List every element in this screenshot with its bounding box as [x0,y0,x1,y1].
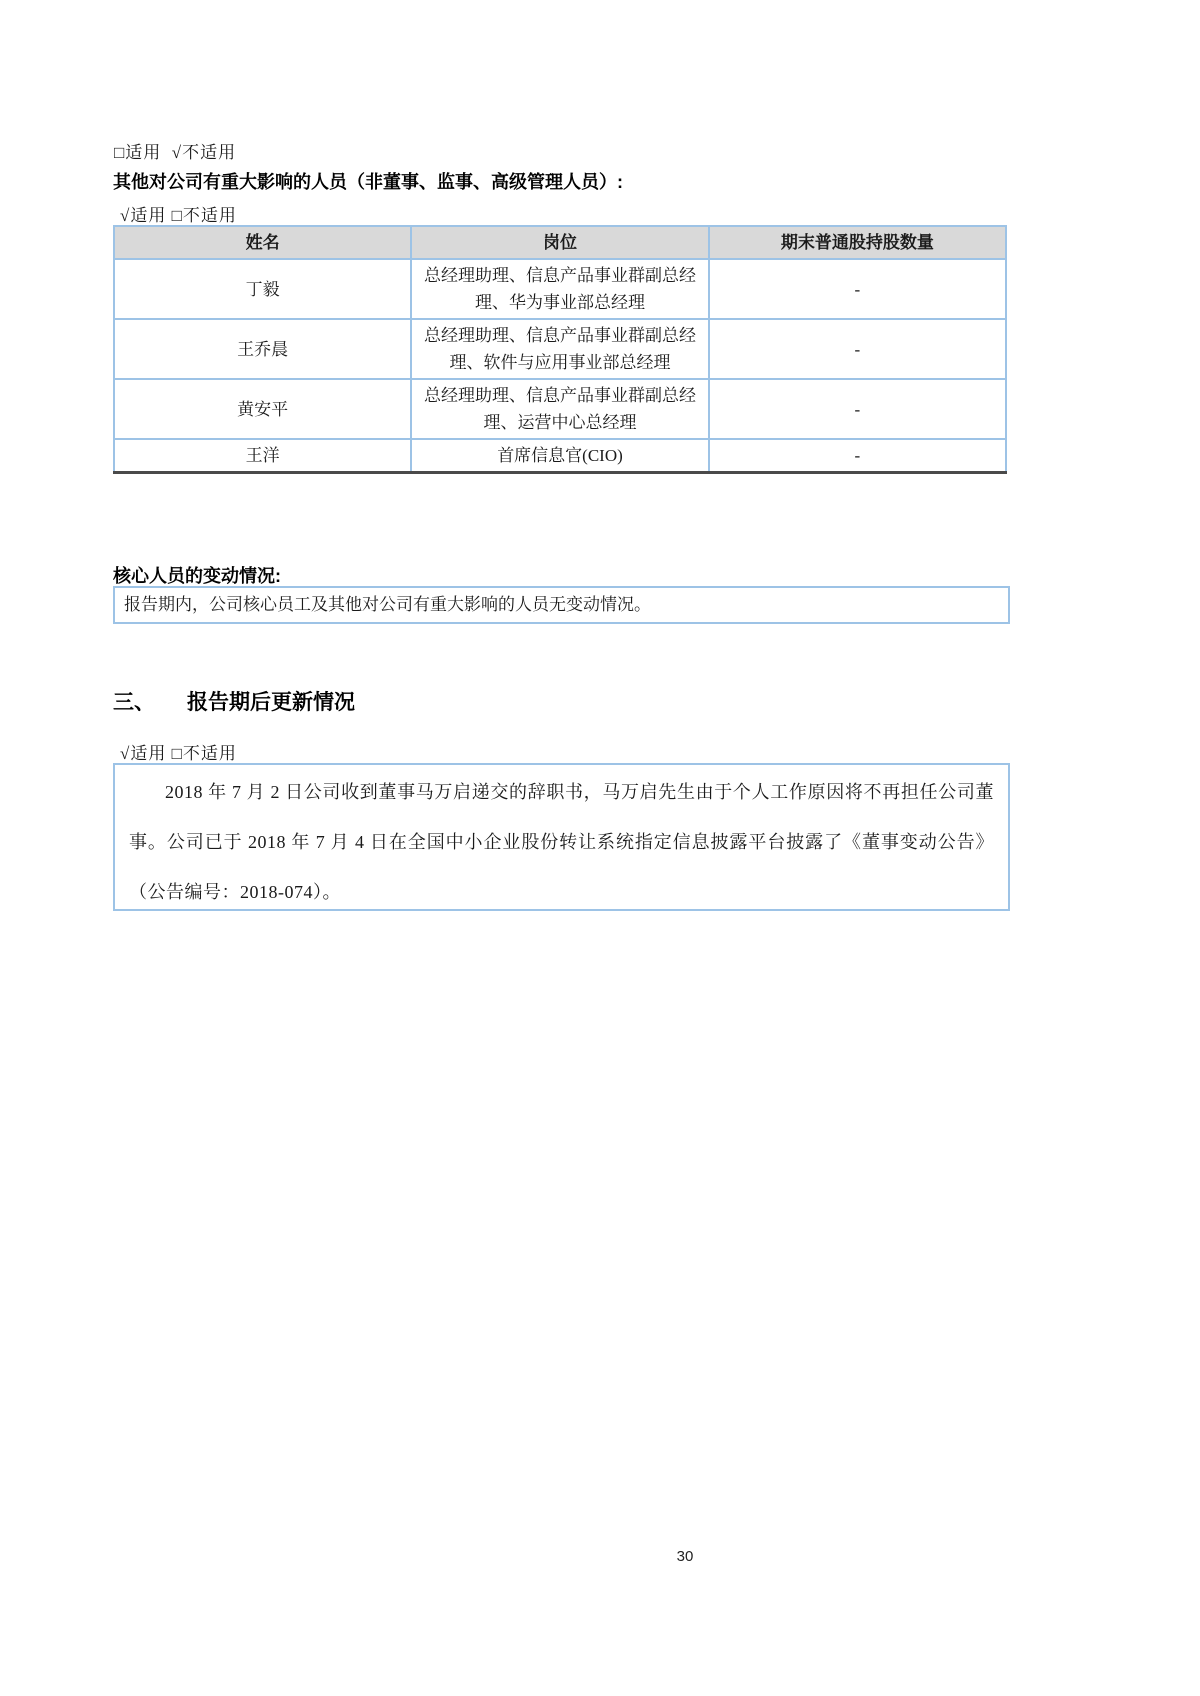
header-name: 姓名 [114,226,411,259]
table-row [114,259,1006,319]
person-shares: - [709,319,1006,379]
person-position: 总经理助理、信息产品事业群副总经理、软件与应用事业部总经理 [411,319,708,379]
person-name: 黄安平 [114,379,411,439]
table-row [114,319,1006,379]
person-name: 王乔晨 [114,319,411,379]
person-shares: - [709,259,1006,319]
header-position: 岗位 [411,226,708,259]
core-personnel-change-box: 报告期内，公司核心员工及其他对公司有重大影响的人员无变动情况。 [113,586,1010,624]
section-three-heading [113,686,355,716]
person-shares: - [709,439,1006,473]
post-report-update-box: 2018 年 7 月 2 日公司收到董事马万启递交的辞职书，马万启先生由于个人工作原因将不再担任公司董事。公司已于 2018 年 7 月 4 日在全国中小企业股份转让系统指定信息披露平台披露了《董事变动公告》（公告编号：2018-074）。 [113,763,1010,911]
section-number: 三、 [113,691,155,714]
applicable-yes-line: √适用 □不适用 [120,206,237,225]
header-shares: 期末普通股持股数量 [709,226,1006,259]
person-position: 首席信息官(CIO) [411,439,708,473]
page-number: 30 [676,1548,694,1565]
applicable-not-applicable-line: □适用 √不适用 [114,143,237,162]
section-three-applicable-line: √适用 □不适用 [120,744,237,763]
person-position: 总经理助理、信息产品事业群副总经理、华为事业部总经理 [411,259,708,319]
table-row [114,439,1006,473]
section-title: 报告期后更新情况 [187,691,355,714]
person-position: 总经理助理、信息产品事业群副总经理、运营中心总经理 [411,379,708,439]
other-influential-people-heading: 其他对公司有重大影响的人员（非董事、监事、高级管理人员）: [113,172,623,192]
person-shares: - [709,379,1006,439]
core-personnel-change-heading: 核心人员的变动情况: [113,566,281,586]
table-header-row [114,226,1006,259]
influential-people-table [113,225,1007,474]
table-row [114,379,1006,439]
person-name: 王洋 [114,439,411,473]
person-name: 丁毅 [114,259,411,319]
